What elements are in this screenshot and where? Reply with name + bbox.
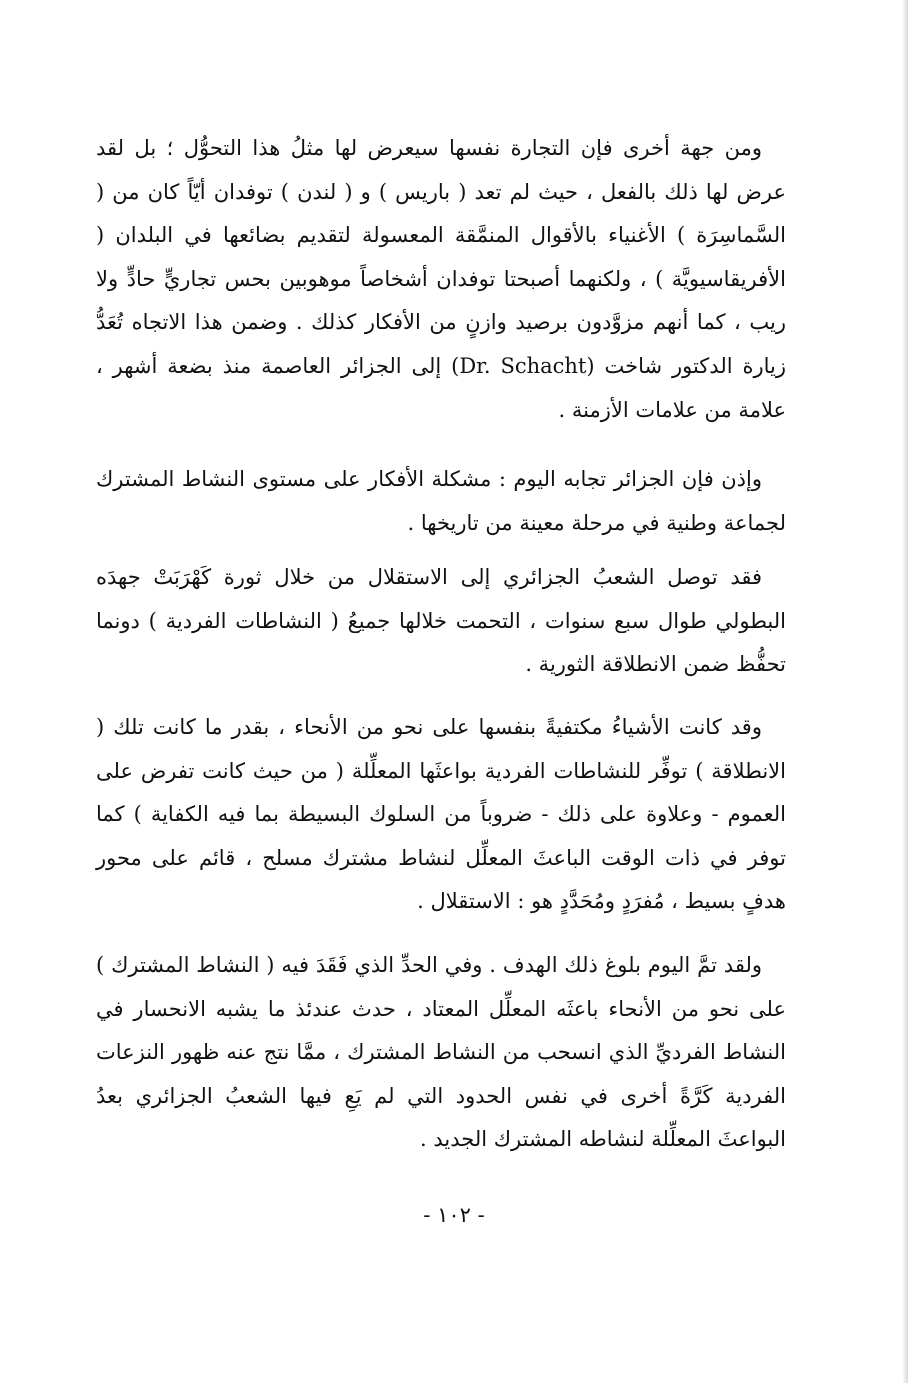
paragraph-independence-revolution: فقد توصل الشعبُ الجزائري إلى الاستقلال من خلال ثورة كَهْرَبَتْ جهدَه البطولي طوال سبع سنوات ، التحمت خلالها جميعُ ( النشاطات الفردية ) دونما تحفُّظ ضمن الانطلاقة الثورية . [96,565,786,677]
page-edge-shadow [902,0,908,1383]
paragraph-trade-transformation: ومن جهة أخرى فإن التجارة نفسها سيعرض لها مثلُ هذا التحوُّل ؛ بل لقد عرض لها ذلك بالفعل ، حيث لم تعد ( باريس ) و ( لندن ) توفدان أيّاً كان من ( السَّماسِرَة ) الأغنياء بالأقوال المنمَّقة المعسولة لتقديم بضائعها في البلدان ( الأفريقاسيويَّة ) ، ولكنهما أصبحتا توفدان أشخاصاً موهوبين بحس تجاريٍّ حادٍّ ولا ريب ، كما أنهم مزوَّدون برصيد وازنٍ من الأفكار كذلك . وضمن هذا الاتجاه تُعَدُّ زيارة الدكتور شاخت (Dr. Schacht) إلى الجزائر العاصمة منذ بضعة أشهر ، علامة من علامات الأزمنة . [96,136,786,422]
page-number: - ١٠٢ - [423,1203,485,1227]
paragraph-goal-reached: ولقد تمَّ اليوم بلوغ ذلك الهدف . وفي الحدِّ الذي فَقَدَ فيه ( النشاط المشترك ) على نحو من الأنحاء باعثَه المعلِّل المعتاد ، حدث عندئذ ما يشبه الانحسار في النشاط الفرديِّ الذي انسحب من النشاط المشترك ، ممَّا نتج عنه ظهور النزعات الفردية كَرَّةً أخرى في نفس الحدود التي لم يَعِ فيها الشعبُ الجزائري بعدُ البواعثَ المعلِّلة لنشاطه المشترك الجديد . [96,953,786,1152]
paragraph-problem-of-ideas: وإذن فإن الجزائر تجابه اليوم : مشكلة الأفكار على مستوى النشاط المشترك لجماعة وطنية في مرحلة معينة من تاريخها . [96,467,786,535]
paragraph-individual-activities: وقد كانت الأشياءُ مكتفيةً بنفسها على نحو من الأنحاء ، بقدر ما كانت تلك ( الانطلاقة ) توفِّر للنشاطات الفردية بواعثَها المعلِّلة ( من حيث كانت تفرض على العموم - وعلاوة على ذلك - ضروباً من السلوك البسيطة بما فيه الكفاية ) كما توفر في ذات الوقت الباعثَ المعلِّل لنشاط مشترك مسلح ، قائم على محور هدفٍ بسيط ، مُفرَدٍ ومُحَدَّدٍ هو : الاستقلال . [96,715,786,914]
